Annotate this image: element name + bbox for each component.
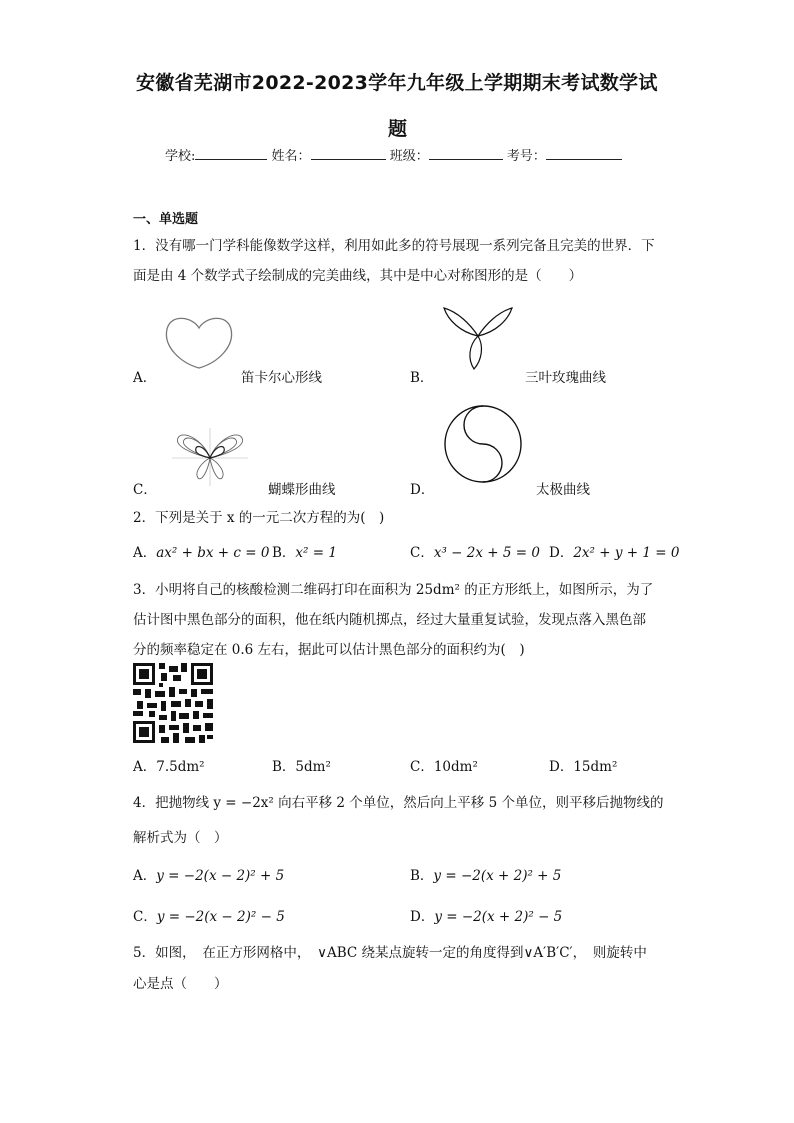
q4-option-c[interactable] bbox=[133, 905, 285, 925]
class-label: 班级： bbox=[389, 149, 429, 164]
q2-option-a-letter: A． bbox=[133, 545, 157, 561]
q1-option-c-caption: 蝴蝶形曲线 bbox=[268, 482, 336, 498]
q3-option-a-value: 7.5dm² bbox=[156, 759, 205, 775]
q1-option-b-letter[interactable]: B． bbox=[410, 370, 434, 386]
qr-code-icon bbox=[133, 663, 213, 743]
school-label: 学校: bbox=[165, 149, 196, 164]
q3-option-b-letter: B． bbox=[272, 759, 296, 775]
q4-option-d-letter: D． bbox=[410, 909, 435, 925]
q4-stem-line2: 解析式为（ ） bbox=[133, 830, 228, 846]
q2-option-c-expr: x³ − 2x + 5 = 0 bbox=[433, 545, 540, 561]
q2-stem: 2．下列是关于 x 的一元二次方程的为( ) bbox=[133, 510, 385, 526]
q3-option-d-value: 15dm² bbox=[573, 759, 618, 775]
q4-option-d[interactable] bbox=[410, 905, 562, 925]
q3-option-b-value: 5dm² bbox=[295, 759, 331, 775]
q4-option-d-expr: y = −2(x + 2)² − 5 bbox=[434, 909, 563, 925]
q3-option-b[interactable] bbox=[272, 755, 331, 775]
q5-stem-line1: 5．如图， 在正方形网格中， ∨ABC 绕某点旋转一定的角度得到∨A′B′C′， 则旋转中 bbox=[133, 945, 647, 961]
q2-option-b-expr: x² = 1 bbox=[295, 545, 337, 561]
q5-stem-line2: 心是点（ ） bbox=[133, 976, 228, 992]
q1-stem-line2: 面是由 4 个数学式子绘制成的完美曲线，其中是中心对称图形的是（ ） bbox=[133, 268, 583, 284]
id-label: 考号： bbox=[506, 149, 546, 164]
q1-option-a-caption: 笛卡尔心形线 bbox=[241, 370, 322, 386]
section-heading: 一、单选题 bbox=[133, 212, 199, 227]
q3-option-a-letter: A． bbox=[133, 759, 157, 775]
q4-option-b[interactable] bbox=[410, 864, 561, 884]
q3-option-d[interactable] bbox=[549, 755, 617, 775]
q2-option-c[interactable] bbox=[410, 541, 540, 561]
q1-option-d-caption: 太极曲线 bbox=[536, 482, 590, 498]
class-field[interactable] bbox=[429, 147, 503, 160]
three-leaf-rose-icon bbox=[440, 306, 516, 372]
page-title-continued: 题 bbox=[388, 118, 408, 140]
q3-option-c-letter: C． bbox=[410, 759, 434, 775]
heart-curve-icon bbox=[163, 315, 235, 371]
q1-option-c-letter[interactable]: C． bbox=[133, 482, 157, 498]
q4-option-c-expr: y = −2(x − 2)² − 5 bbox=[156, 909, 285, 925]
q4-option-c-letter: C． bbox=[133, 909, 157, 925]
q1-stem-line1: 1．没有哪一门学科能像数学这样，利用如此多的符号展现一系列完备且完美的世界．下 bbox=[133, 238, 655, 254]
q3-option-a[interactable] bbox=[133, 755, 205, 775]
q3-option-c[interactable] bbox=[410, 755, 478, 775]
butterfly-curve-icon bbox=[172, 428, 248, 486]
name-field[interactable] bbox=[311, 147, 386, 160]
q2-option-a-expr: ax² + bx + c = 0 bbox=[156, 545, 270, 561]
q3-option-c-value: 10dm² bbox=[433, 759, 478, 775]
q1-option-d-letter[interactable]: D． bbox=[410, 482, 435, 498]
q3-stem-line2: 估计图中黑色部分的面积，他在纸内随机掷点，经过大量重复试验，发现点落入黑色部 bbox=[133, 612, 646, 628]
q2-option-b[interactable] bbox=[272, 541, 337, 561]
q4-option-b-expr: y = −2(x + 2)² + 5 bbox=[433, 868, 562, 884]
school-field[interactable] bbox=[195, 147, 267, 160]
q3-stem-line3: 分的频率稳定在 0.6 左右，据此可以估计黑色部分的面积约为( ) bbox=[133, 642, 525, 658]
q4-stem-line1: 4．把抛物线 y = −2x² 向右平移 2 个单位，然后向上平移 5 个单位，则平移后抛物线的 bbox=[133, 795, 664, 811]
q2-option-c-letter: C． bbox=[410, 545, 434, 561]
q3-stem-line1: 3．小明将自己的核酸检测二维码打印在面积为 25dm² 的正方形纸上，如图所示，为了 bbox=[133, 582, 654, 598]
q4-option-b-letter: B． bbox=[410, 868, 434, 884]
q4-option-a[interactable] bbox=[133, 864, 284, 884]
taiji-curve-icon bbox=[443, 404, 523, 484]
q2-option-d-letter: D． bbox=[549, 545, 574, 561]
id-field[interactable] bbox=[546, 147, 622, 160]
student-info-row bbox=[165, 145, 622, 164]
q3-option-d-letter: D． bbox=[549, 759, 574, 775]
q4-option-a-expr: y = −2(x − 2)² + 5 bbox=[156, 868, 285, 884]
q2-option-d[interactable] bbox=[549, 541, 679, 561]
q4-option-a-letter: A． bbox=[133, 868, 157, 884]
q2-option-b-letter: B． bbox=[272, 545, 296, 561]
q1-option-a-letter[interactable]: A． bbox=[133, 370, 157, 386]
q2-option-d-expr: 2x² + y + 1 = 0 bbox=[573, 545, 680, 561]
page-title: 安徽省芜湖市2022-2023学年九年级上学期期末考试数学试 bbox=[136, 72, 658, 94]
name-label: 姓名： bbox=[271, 149, 311, 164]
q1-option-b-caption: 三叶玫瑰曲线 bbox=[525, 370, 606, 386]
q2-option-a[interactable] bbox=[133, 541, 269, 561]
